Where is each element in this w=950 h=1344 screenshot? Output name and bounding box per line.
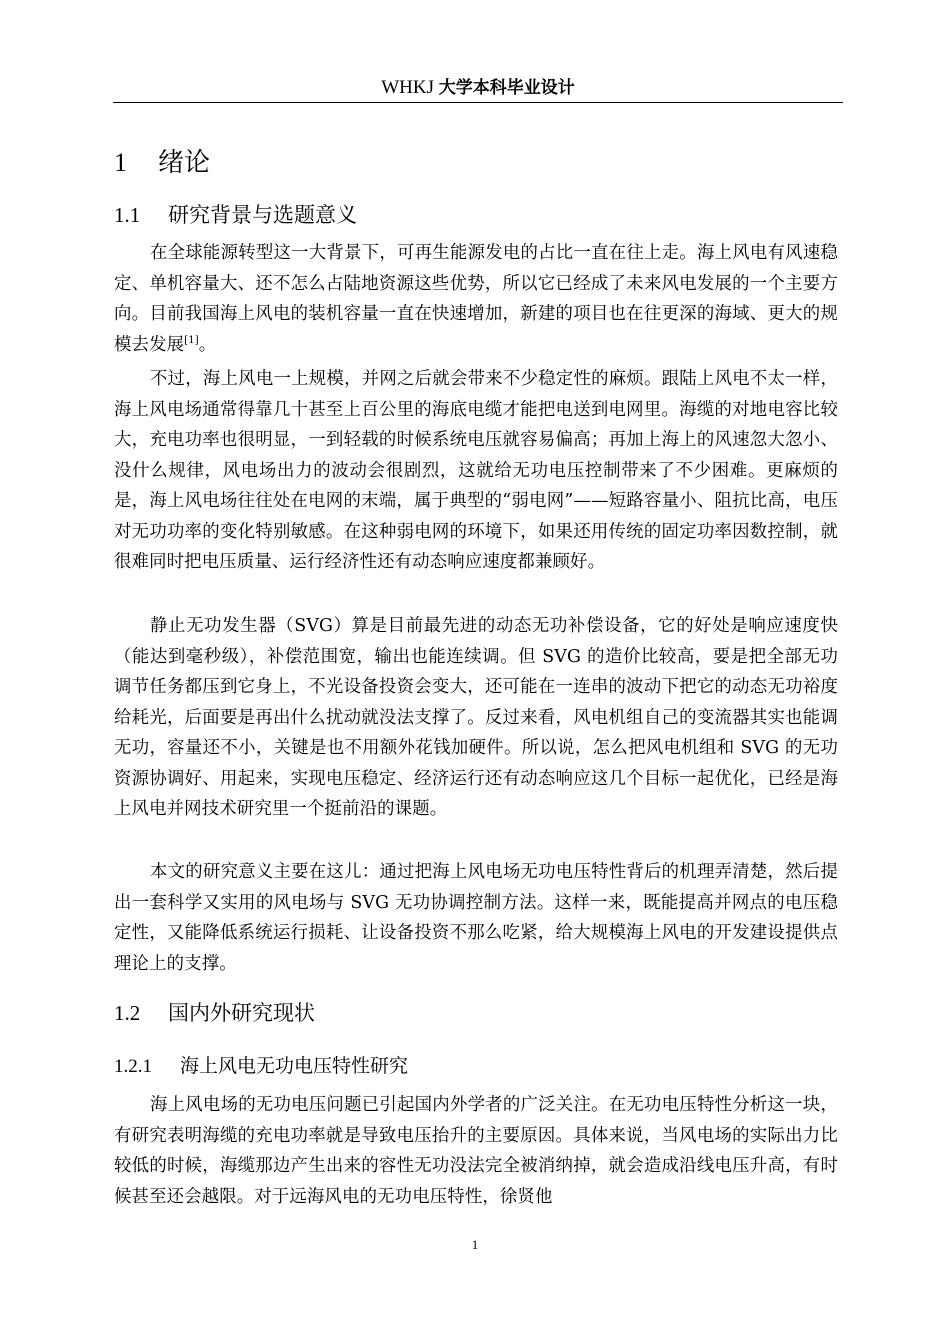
header-title: 大学本科毕业设计 bbox=[438, 78, 575, 98]
section-title: 研究背景与选题意义 bbox=[168, 203, 357, 227]
paragraph bbox=[114, 857, 838, 979]
paragraph bbox=[114, 611, 838, 825]
paragraph-text: 不过，海上风电一上规模，并网之后就会带来不少稳定性的麻烦。跟陆上风电不太一样，海上风电场通常得靠几十甚至上百公里的海底电缆才能把电送到电网里。海缆的对地电容比较大，充电功率也很明显，一到轻载的时候系统电压就容易偏高；再加上海上的风速忽大忽小、没什么规律，风电场出力的波动会很剧烈，这就给无功电压控制带来了不少困难。更麻烦的是，海上风电场往往处在电网的末端，属于典型的“弱电网”——短路容量小、阻抗比高，电压对无功功率的变化特别敏感。在这种弱电网的环境下，如果还用传统的固定功率因数控制，就很难同时把电压质量、运行经济性还有动态响应速度都兼顾好。 bbox=[114, 369, 838, 572]
page-number: 1 bbox=[471, 1237, 479, 1252]
header-rule bbox=[113, 102, 843, 103]
subsection-title: 海上风电无功电压特性研究 bbox=[180, 1055, 409, 1077]
paragraph bbox=[114, 364, 838, 578]
subsection-number: 1.2.1 bbox=[114, 1056, 152, 1077]
paragraph-text: 在全球能源转型这一大背景下，可再生能源发电的占比一直在往上走。海上风电有风速稳定、单机容量大、还不怎么占陆地资源这些优势，所以它已经成了未来风电发展的一个主要方向。目前我国海上风电的装机容量一直在快速增加，新建的项目也在往更深的海域、更大的规模去发展 bbox=[114, 243, 838, 355]
section-heading-1-1 bbox=[114, 200, 357, 230]
paragraph bbox=[114, 238, 838, 360]
page-header bbox=[113, 74, 843, 102]
chapter-heading bbox=[114, 146, 210, 180]
section-number: 1.1 bbox=[114, 203, 141, 227]
header-prefix: WHKJ bbox=[381, 77, 435, 98]
section-number: 1.2 bbox=[114, 1001, 141, 1025]
subsection-heading-1-2-1 bbox=[114, 1052, 408, 1081]
paragraph-text: 静止无功发生器（SVG）算是目前最先进的动态无功补偿设备，它的好处是响应速度快（能达到毫秒级），补偿范围宽，输出也能连续调。但 SVG 的造价比较高，要是把全部无功调节任务都压到它身上，不光设备投资会变大，还可能在一连串的波动下把它的动态无功裕度给耗光，后面要是再出什么扰动就没法支撑了。反过来看，风电机组自己的变流器其实也能调无功，容量还不小，关键是也不用额外花钱加硬件。所以说，怎么把风电机组和 SVG 的无功资源协调好、用起来，实现电压稳定、经济运行还有动态响应这几个目标一起优化，已经是海上风电并网技术研究里一个挺前沿的课题。 bbox=[114, 616, 838, 819]
paragraph-tail: 。 bbox=[198, 334, 217, 355]
chapter-title: 绪论 bbox=[158, 148, 211, 178]
paragraph-text: 海上风电场的无功电压问题已引起国内外学者的广泛关注。在无功电压特性分析这一块，有研究表明海缆的充电功率就是导致电压抬升的主要原因。具体来说，当风电场的实际出力比较低的时候，海缆那边产生出来的容性无功没法完全被消纳掉，就会造成沿线电压升高，有时候甚至还会越限。对于远海风电的无功电压特性，徐贤他 bbox=[114, 1095, 838, 1207]
chapter-number: 1 bbox=[114, 148, 127, 177]
citation: [1] bbox=[184, 334, 199, 346]
section-heading-1-2 bbox=[114, 998, 315, 1028]
section-title: 国内外研究现状 bbox=[168, 1001, 315, 1025]
paragraph-text: 本文的研究意义主要在这儿：通过把海上风电场无功电压特性背后的机理弄清楚，然后提出一套科学又实用的风电场与 SVG 无功协调控制方法。这样一来，既能提高并网点的电压稳定性，又能降低系统运行损耗、让设备投资不那么吃紧，给大规模海上风电的开发建设提供点理论上的支撑。 bbox=[114, 862, 838, 974]
paragraph bbox=[114, 1090, 838, 1212]
